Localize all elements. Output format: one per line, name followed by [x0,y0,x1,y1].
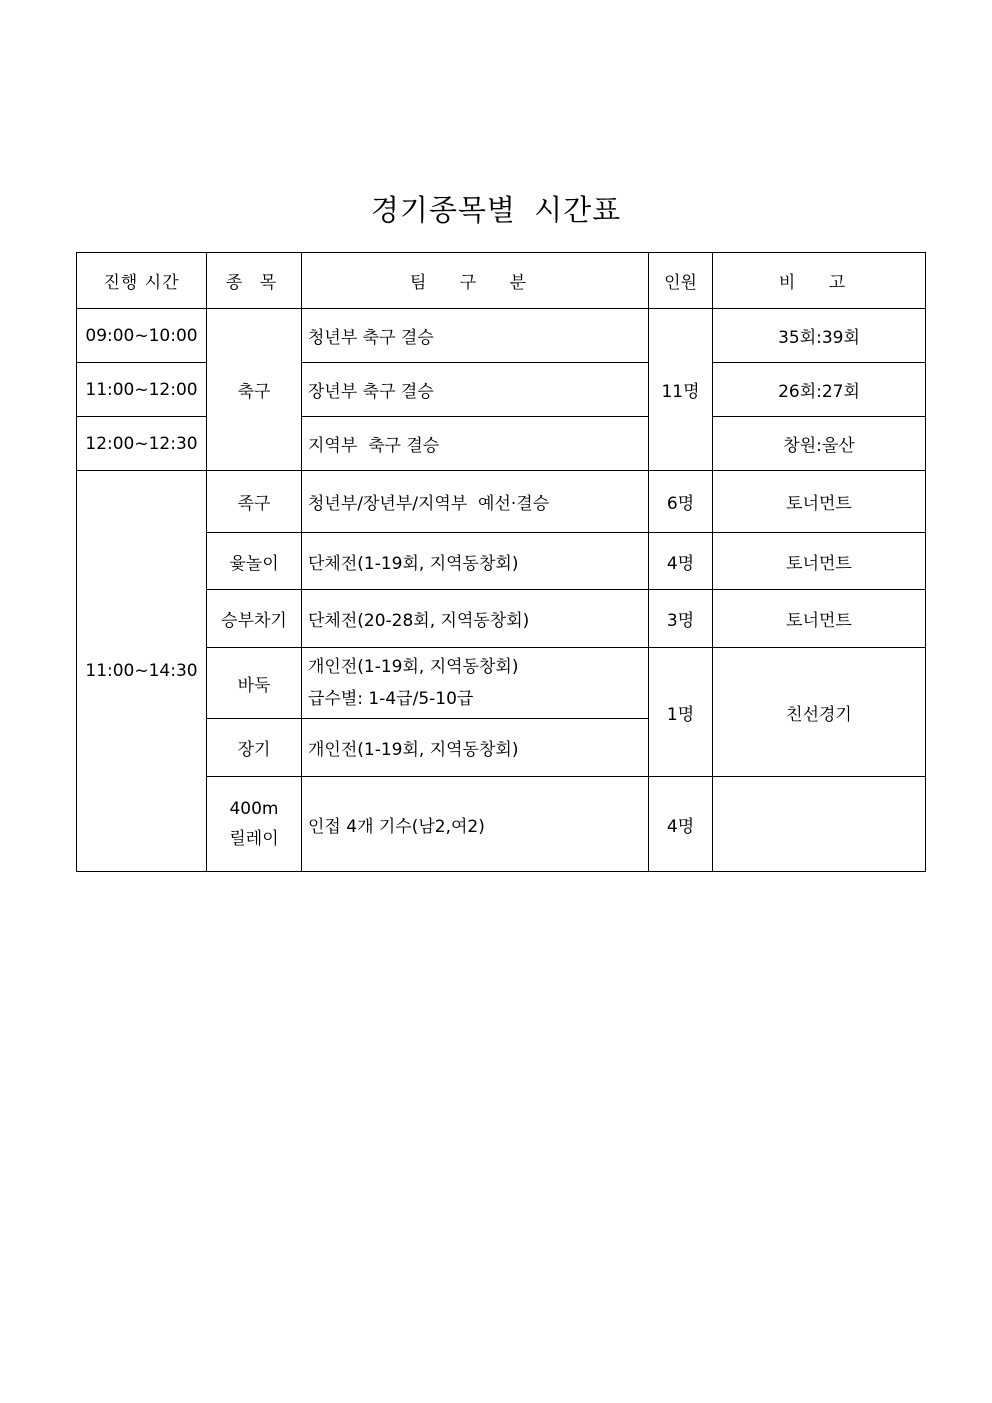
event-cell: 장기 [207,719,302,777]
note-cell: 토너먼트 [713,590,926,648]
table-row [77,471,926,533]
time-cell: 09:00~10:00 [77,309,207,363]
team-cell: 단체전(20-28회, 지역동창회) [302,590,649,648]
event-cell: 윷놀이 [207,533,302,590]
time-cell: 12:00~12:30 [77,417,207,471]
header-team: 팀 구 분 [302,253,649,309]
people-cell-board: 1명 [649,648,713,777]
page-title: 경기종목별 시간표 [370,193,622,227]
event-cell-soccer: 축구 [207,309,302,471]
header-time: 진행 시간 [77,253,207,309]
people-cell: 4명 [649,533,713,590]
people-cell-soccer: 11명 [649,309,713,471]
table-row [77,309,926,363]
note-cell: 토너먼트 [713,471,926,533]
header-event: 종 목 [207,253,302,309]
schedule-table [76,252,926,872]
note-cell: 토너먼트 [713,533,926,590]
header-people: 인원 [649,253,713,309]
team-line: 개인전(1-19회, 지역동창회) [308,657,519,677]
note-cell: 35회:39회 [713,309,926,363]
event-cell: 바둑 [207,648,302,719]
team-cell: 개인전(1-19회, 지역동창회) [302,719,649,777]
team-cell: 장년부 축구 결승 [302,363,649,417]
people-cell: 6명 [649,471,713,533]
team-cell: 인접 4개 기수(남2,여2) [302,777,649,872]
team-line: 급수별: 1-4급/5-10급 [308,689,474,709]
time-cell-afternoon: 11:00~14:30 [77,471,207,872]
team-cell: 단체전(1-19회, 지역동창회) [302,533,649,590]
note-cell: 26회:27회 [713,363,926,417]
team-cell: 지역부 축구 결승 [302,417,649,471]
note-cell-board: 친선경기 [713,648,926,777]
table-row [77,363,926,417]
header-row [77,253,926,309]
event-line: 400m [229,799,279,819]
team-cell: 청년부/장년부/지역부 예선·결승 [302,471,649,533]
people-cell: 4명 [649,777,713,872]
event-cell: 승부차기 [207,590,302,648]
team-cell: 청년부 축구 결승 [302,309,649,363]
time-cell: 11:00~12:00 [77,363,207,417]
event-cell-relay [207,777,302,872]
note-cell: 창원:울산 [713,417,926,471]
table-row [77,417,926,471]
event-cell: 족구 [207,471,302,533]
team-cell-baduk [302,648,649,719]
event-line: 릴레이 [229,829,279,849]
header-note: 비 고 [713,253,926,309]
people-cell: 3명 [649,590,713,648]
note-cell [713,777,926,872]
